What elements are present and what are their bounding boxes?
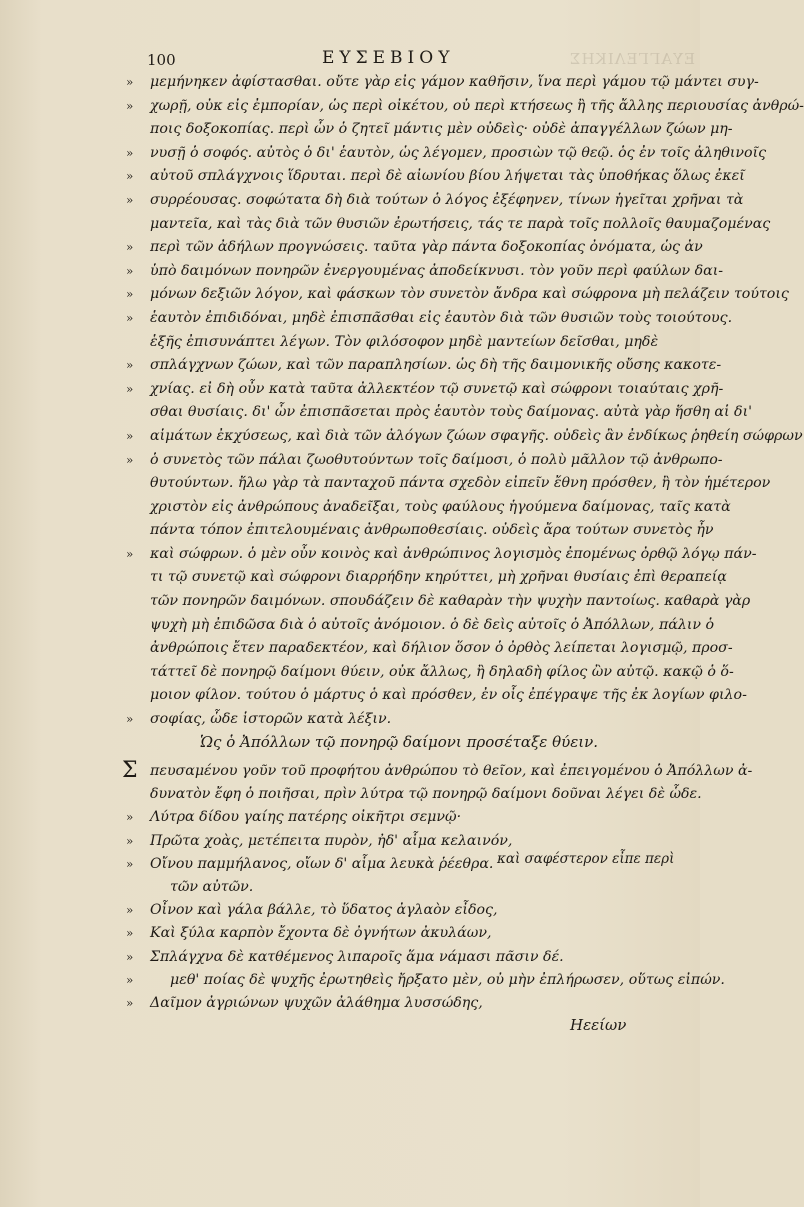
line-text: ψυχὴ μὴ ἐπιδῶσα διὰ ὁ αὐτοῖς ἀνόμοιον. ὁ δὲ δεὶς αὐτοῖς ὁ Ἀπόλλων, πάλιν ὁ: [150, 616, 715, 633]
line-text: ἑαυτὸν ἐπιδιδόναι, μηδὲ ἐπισπᾶσθαι εἰς ἑαυτὸν διὰ τῶν θυσιῶν τοὺς τοιούτους.: [150, 309, 733, 326]
quotation-mark: »: [126, 75, 134, 89]
line-text: θυτούντων. ἤλω γὰρ τὰ πανταχοῦ πάντα σχεδὸν εἰπεῖν ἔθνη πρόσθεν, ἢ τὸν ἡμέτερον: [150, 475, 771, 492]
text-line: [0, 189, 744, 213]
quotation-mark: »: [126, 546, 134, 561]
text-line: [0, 566, 727, 590]
quotation-mark: »: [126, 310, 134, 325]
body-text: [0, 71, 804, 732]
text-line: [0, 806, 700, 829]
text-line: [0, 213, 771, 237]
line-text: Καὶ ξύλα καρπὸν ἔχοντα δὲ ὀγνήτων ἀκυλάων,: [150, 925, 492, 942]
text-line: [0, 472, 771, 496]
oracle-verses: [0, 760, 753, 1015]
quotation-mark: »: [126, 995, 134, 1010]
text-line: [0, 496, 731, 520]
line-text: σπλάγχνων ζώων, καὶ τῶν παραπλησίων. ὡς δὴ τῆς δαιμονικῆς οὔσης κακοτε-: [150, 357, 722, 374]
line-text: Λύτρα δίδου γαίης πατέρης οἰκῆτρι σεμνῷ·: [150, 809, 462, 826]
line-text: μαντεῖα, καὶ τὰς διὰ τῶν θυσιῶν ἐρωτήσεις, τάς τε παρὰ τοῖς πολλοῖς θαυμαζομένας: [150, 215, 771, 232]
line-text: πευσαμένου γοῦν τοῦ προφήτου ἀνθρώπου τὸ θεῖον, καὶ ἐπειγομένου ὁ Ἀπόλλων ἀ-: [150, 763, 753, 779]
text-line: [0, 283, 789, 307]
quotation-mark: »: [126, 145, 134, 160]
text-line: [0, 992, 700, 1015]
line-text: ἑξῆς ἐπισυνάπτει λέγων. Τὸν φιλόσοφον μηδὲ μαντείων δεῖσθαι, μηδὲ: [150, 333, 659, 350]
line-text: Πρῶτα χοὰς, μετέπειτα πυρὸν, ἠδ' αἷμα κελαινόν,: [150, 832, 513, 849]
quotation-mark: »: [126, 263, 134, 278]
text-line: [0, 969, 725, 992]
line-text: δυνατὸν ἔφη ὁ ποιῆσαι, πρὶν λύτρα τῷ πονηρῷ δαίμονι δοῦναι λέγει δὲ ὧδε.: [150, 786, 702, 803]
side-note: καὶ σαφέστερον εἶπε περὶ: [497, 851, 675, 867]
line-text: ὑπὸ δαιμόνων πονηρῶν ἐνεργουμένας ἀποδείκνυσι. τὸν γοῦν περὶ φαύλων δαι-: [150, 262, 724, 279]
line-text: Σπλάγχνα δὲ κατθέμενος λιπαροῖς ἅμα νάμασι πᾶσιν δέ.: [150, 948, 564, 965]
line-text: σθαι θυσίαις. δι' ὧν ἐπισπᾶσεται πρὸς ἑαυτὸν τοὺς δαίμονας. αὐτὰ γὰρ ἥσθη αἱ δι': [150, 404, 753, 421]
line-text: μεμήνηκεν ἀφίστασθαι. οὔτε γὰρ εἰς γάμον καθῆσιν, ἵνα περὶ γάμου τῷ μάντει συγ-: [150, 74, 759, 90]
section-heading: Ὡς ὁ Ἀπόλλων τῷ πονηρῷ δαίμονι προσέταξε θύειν.: [200, 733, 599, 751]
line-text: τι τῷ συνετῷ καὶ σώφρονι διαρρήδην κηρύττει, μὴ χρῆναι θυσίαις ἐπὶ θεραπείᾳ: [150, 569, 727, 586]
quotation-mark: »: [126, 169, 134, 184]
line-text: Οἶνον καὶ γάλα βάλλε, τὸ ὕδατος ἀγλαὸν εἶδος,: [150, 902, 498, 919]
text-line: [0, 876, 700, 899]
quotation-mark: »: [126, 192, 134, 207]
quotation-mark: »: [126, 712, 134, 727]
text-line: [0, 830, 700, 853]
line-text: συρρέουσας. σοφώτατα δὴ διὰ τούτων ὁ λόγος ἐξέφηνεν, τίνων ἡγεῖται χρῆναι τὰ: [150, 191, 744, 208]
page-number: 100: [147, 51, 176, 69]
line-text: μεθ' ποίας δὲ ψυχῆς ἐρωτηθεὶς ἤρξατο μὲν, οὐ μὴν ἐπλήρωσεν, οὕτως εἰπών.: [170, 971, 725, 988]
line-text: χωρῇ, οὐκ εἰς ἐμπορίαν, ὡς περὶ οἰκέτου, οὐ περὶ κτήσεως ἢ τῆς ἄλλης περιουσίας ἀνθρώ-: [150, 97, 804, 114]
quotation-mark: »: [126, 810, 134, 825]
text-line: [0, 95, 804, 119]
line-text: μόνων δεξιῶν λόγον, καὶ φάσκων τὸν συνετὸν ἄνδρα καὶ σώφρονα μὴ πελάζειν τούτοις: [150, 286, 789, 303]
line-text: χνίας. εἰ δὴ οὖν κατὰ ταῦτα ἀλλεκτέον τῷ συνετῷ καὶ σώφρονι τοιαύταις χρῆ-: [150, 380, 724, 397]
text-line: [0, 519, 714, 543]
text-line: [0, 543, 757, 567]
quotation-mark: »: [126, 428, 134, 443]
text-line: [0, 260, 724, 284]
line-text: τάττεῖ δὲ πονηρῷ δαίμονι θύειν, οὐκ ἄλλως, ἢ δηλαδὴ φίλος ὢν αὐτῷ. κακῷ ὁ ὅ-: [150, 663, 734, 680]
text-line: [0, 637, 733, 661]
quotation-mark: »: [126, 926, 134, 941]
text-line: [0, 922, 700, 945]
line-text: Οἴνου παμμήλανος, οἴων δ' αἷμα λευκὰ ῥέεθρα.: [150, 855, 494, 872]
bleed-through-text: ΕΥΑΓΓΕΛΙΚΗΣ: [568, 50, 695, 68]
text-line: [0, 760, 753, 783]
text-line: [0, 142, 767, 166]
text-line: [0, 946, 700, 969]
line-text: αὐτοῦ σπλάγχνοις ἵδρυται. περὶ δὲ αἰωνίου βίου λήψεται τὰς ὑποθήκας ὅλως ἐκεῖ: [150, 168, 745, 185]
line-text: ἀνθρώποις ἔτεν παραδεκτέον, καὶ δήλιον ὅσον ὁ ὀρθὸς λείπεται λογισμῷ, προσ-: [150, 640, 733, 657]
text-line: [0, 307, 733, 331]
quotation-mark: »: [126, 903, 134, 918]
text-line: [0, 614, 715, 638]
line-text: ὁ συνετὸς τῶν πάλαι ζωοθυτούντων τοῖς δαίμοσι, ὁ πολὺ μᾶλλον τῷ ἀνθρωπο-: [150, 451, 723, 468]
quotation-mark: »: [126, 949, 134, 964]
line-text: ποις δοξοκοπίας. περὶ ὧν ὁ ζητεῖ μάντις μὲν οὐδεὶς· οὐδὲ ἀπαγγέλλων ζώων μη-: [150, 121, 733, 138]
text-line: [0, 331, 700, 355]
line-text: χριστὸν εἰς ἀνθρώπους ἀναδεῖξαι, τοὺς φαύλους ἡγούμενα δαίμονας, ταῖς κατὰ: [150, 498, 731, 515]
quotation-mark: »: [126, 287, 134, 302]
line-text: τῶν πονηρῶν δαιμόνων. σπουδάζειν δὲ καθαρὰν τὴν ψυχὴν παντοίως. καθαρὰ γὰρ: [150, 593, 751, 610]
text-line: [0, 590, 751, 614]
text-line: [0, 118, 733, 142]
text-line: [0, 708, 700, 732]
quotation-mark: »: [126, 98, 134, 113]
line-text: τῶν αὐτῶν.: [170, 878, 254, 895]
text-line: [0, 684, 747, 708]
text-line: [0, 236, 703, 260]
line-text: αἱμάτων ἐκχύσεως, καὶ διὰ τῶν ἀλόγων ζώων σφαγῆς. οὐδεὶς ἂν ἐνδίκως ῥηθείη σώφρων: [150, 427, 803, 444]
text-line: [0, 425, 803, 449]
catchword: Ηεείων: [570, 1016, 627, 1034]
quotation-mark: »: [126, 358, 134, 373]
text-line: [0, 899, 700, 922]
quotation-mark: »: [126, 856, 134, 871]
text-line: [0, 661, 734, 685]
text-line: [0, 449, 723, 473]
line-text: πάντα τόπον ἐπιτελουμέναις ἀνθρωποθεσίαις. οὐδεὶς ἄρα τούτων συνετὸς ἦν: [150, 522, 714, 539]
text-line: [0, 378, 724, 402]
line-text: σοφίας, ὧδε ἱστορῶν κατὰ λέξιν.: [150, 711, 392, 728]
quotation-mark: »: [126, 833, 134, 848]
text-line: [0, 401, 753, 425]
drop-letter: Σ: [122, 758, 138, 783]
quotation-mark: »: [126, 972, 134, 987]
line-text: νυσῇ ὁ σοφός. αὐτὸς ὁ δι' ἑαυτὸν, ὡς λέγομεν, προσιὼν τῷ θεῷ. ὁς ἐν τοῖς ἀληθινοῖς: [150, 144, 767, 161]
text-line: [0, 165, 745, 189]
quotation-mark: »: [126, 240, 134, 255]
text-line: [0, 71, 759, 95]
line-text: καὶ σώφρων. ὁ μὲν οὖν κοινὸς καὶ ἀνθρώπινος λογισμὸς ἐπομένως ὀρθῷ λόγῳ πάν-: [150, 545, 757, 562]
line-text: περὶ τῶν ἀδήλων προγνώσεις. ταῦτα γὰρ πάντα δοξοκοπίας ὀνόματα, ὡς ἀν: [150, 239, 703, 256]
text-line: [0, 783, 700, 806]
line-text: Δαῖμον ἀγριώνων ψυχῶν ἀλάθημα λυσσώδης,: [150, 994, 483, 1011]
quotation-mark: »: [126, 452, 134, 467]
line-text: μοιον φίλον. τούτου ὁ μάρτυς ὁ καὶ πρόσθεν, ἐν οἷς ἐπέγραψε τῆς ἐκ λογίων φιλο-: [150, 687, 747, 704]
quotation-mark: »: [126, 381, 134, 396]
running-head: ΕΥΣΕΒΙΟΥ: [322, 48, 455, 68]
text-line: [0, 354, 722, 378]
